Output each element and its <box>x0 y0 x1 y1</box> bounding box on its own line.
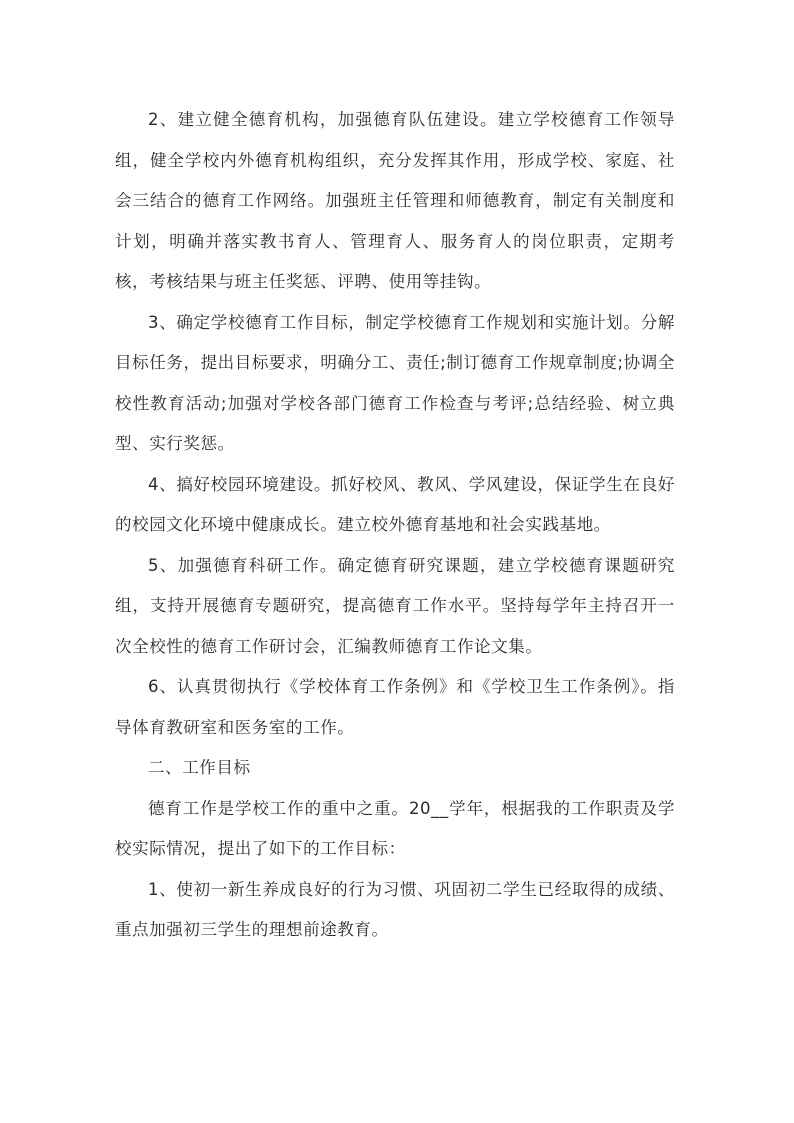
paragraph-4: 5、加强德育科研工作。确定德育研究课题，建立学校德育课题研究组，支持开展德育专题研究，提高德育工作水平。坚持每学年主持召开一次全校性的德育工作研讨会，汇编教师德育工作论文集。 <box>115 555 675 656</box>
paragraph-6: 德育工作是学校工作的重中之重。20__学年，根据我的工作职责及学校实际情况，提出了如下的工作目标： <box>115 798 675 858</box>
paragraph-2: 3、确定学校德育工作目标，制定学校德育工作规划和实施计划。分解目标任务，提出目标要求，明确分工、责任;制订德育工作规章制度;协调全校性教育活动;加强对学校各部门德育工作检查与考评;总结经验、树立典型、实行奖惩。 <box>115 312 675 453</box>
document-page <box>115 100 675 951</box>
paragraph-7: 1、使初一新生养成良好的行为习惯、巩固初二学生已经取得的成绩、重点加强初三学生的理想前途教育。 <box>115 879 675 939</box>
paragraph-3: 4、搞好校园环境建设。抓好校风、教风、学风建设，保证学生在良好的校园文化环境中健康成长。建立校外德育基地和社会实践基地。 <box>115 474 675 534</box>
section-heading: 二、工作目标 <box>148 758 251 777</box>
paragraph-1: 2、建立健全德育机构，加强德育队伍建设。建立学校德育工作领导组，健全学校内外德育机构组织，充分发挥其作用，形成学校、家庭、社会三结合的德育工作网络。加强班主任管理和师德教育，制定有关制度和计划，明确并落实教书育人、管理育人、服务育人的岗位职责，定期考核，考核结果与班主任奖惩、评聘、使用等挂钩。 <box>115 110 675 291</box>
paragraph-5: 6、认真贯彻执行《学校体育工作条例》和《学校卫生工作条例》。指导体育教研室和医务室的工作。 <box>115 677 675 737</box>
